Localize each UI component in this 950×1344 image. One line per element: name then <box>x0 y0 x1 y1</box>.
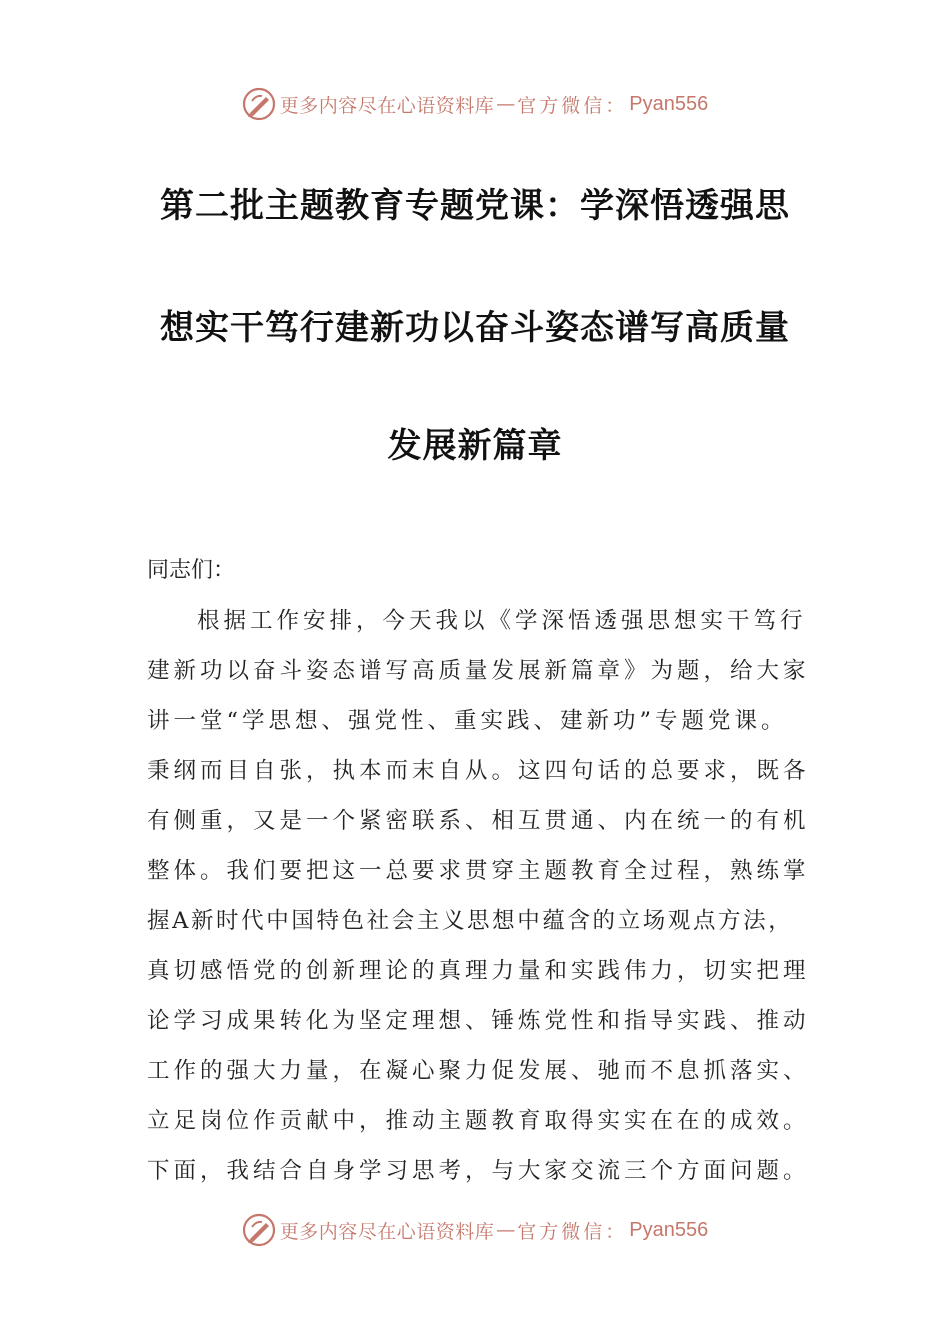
pen-logo-icon <box>242 1213 276 1247</box>
watermark-official-text: 官方微信： <box>517 1220 628 1243</box>
watermark-separator: — <box>496 1219 516 1241</box>
watermark-banner-top <box>0 84 950 124</box>
body-line: 有侧重，又是一个紧密联系、相互贯通、内在统一的有机 <box>147 808 810 834</box>
body-line: 工作的强大力量，在凝心聚力促发展、驰而不息抓落实、 <box>147 1058 810 1084</box>
body-line: 立足岗位作贡献中，推动主题教育取得实实在在的成效。 <box>147 1108 810 1134</box>
watermark-banner-bottom <box>0 1210 950 1250</box>
body-line: 整体。我们要把这一总要求贯穿主题教育全过程，熟练掌 <box>147 858 810 884</box>
body-line: 建新功以奋斗姿态谱写高质量发展新篇章》为题，给大家 <box>147 658 810 684</box>
watermark-site-text: 更多内容尽在心语资料库 <box>279 1220 495 1243</box>
body-line: 论学习成果转化为坚定理想、锤炼党性和指导实践、推动 <box>147 1008 810 1034</box>
watermark-site-text: 更多内容尽在心语资料库 <box>279 94 495 117</box>
document-title-line-1: 第二批主题教育专题党课：学深悟透强思 <box>160 186 790 226</box>
body-line: 讲一堂“学思想、强党性、重实践、建新功”专题党课。 <box>147 708 788 734</box>
pen-logo-icon <box>242 87 276 121</box>
body-line: 秉纲而目自张，执本而末自从。这四句话的总要求，既各 <box>147 758 810 784</box>
document-title-line-3: 发展新篇章 <box>387 426 563 466</box>
watermark-official-text: 官方微信： <box>517 94 628 117</box>
body-line: 真切感悟党的创新理论的真理力量和实践伟力，切实把理 <box>147 958 810 984</box>
watermark-separator: — <box>496 93 516 115</box>
watermark-wechat-id: Pyan556 <box>629 1218 709 1241</box>
body-line: 下面，我结合自身学习思考，与大家交流三个方面问题。 <box>147 1158 810 1184</box>
body-line: 根据工作安排，今天我以《学深悟透强思想实干笃行 <box>197 608 807 634</box>
document-title-line-2: 想实干笃行建新功以奋斗姿态谱写高质量 <box>160 308 790 348</box>
salutation: 同志们： <box>147 558 236 583</box>
watermark-wechat-id: Pyan556 <box>629 92 709 115</box>
body-line: 握A新时代中国特色社会主义思想中蕴含的立场观点方法， <box>147 908 794 934</box>
